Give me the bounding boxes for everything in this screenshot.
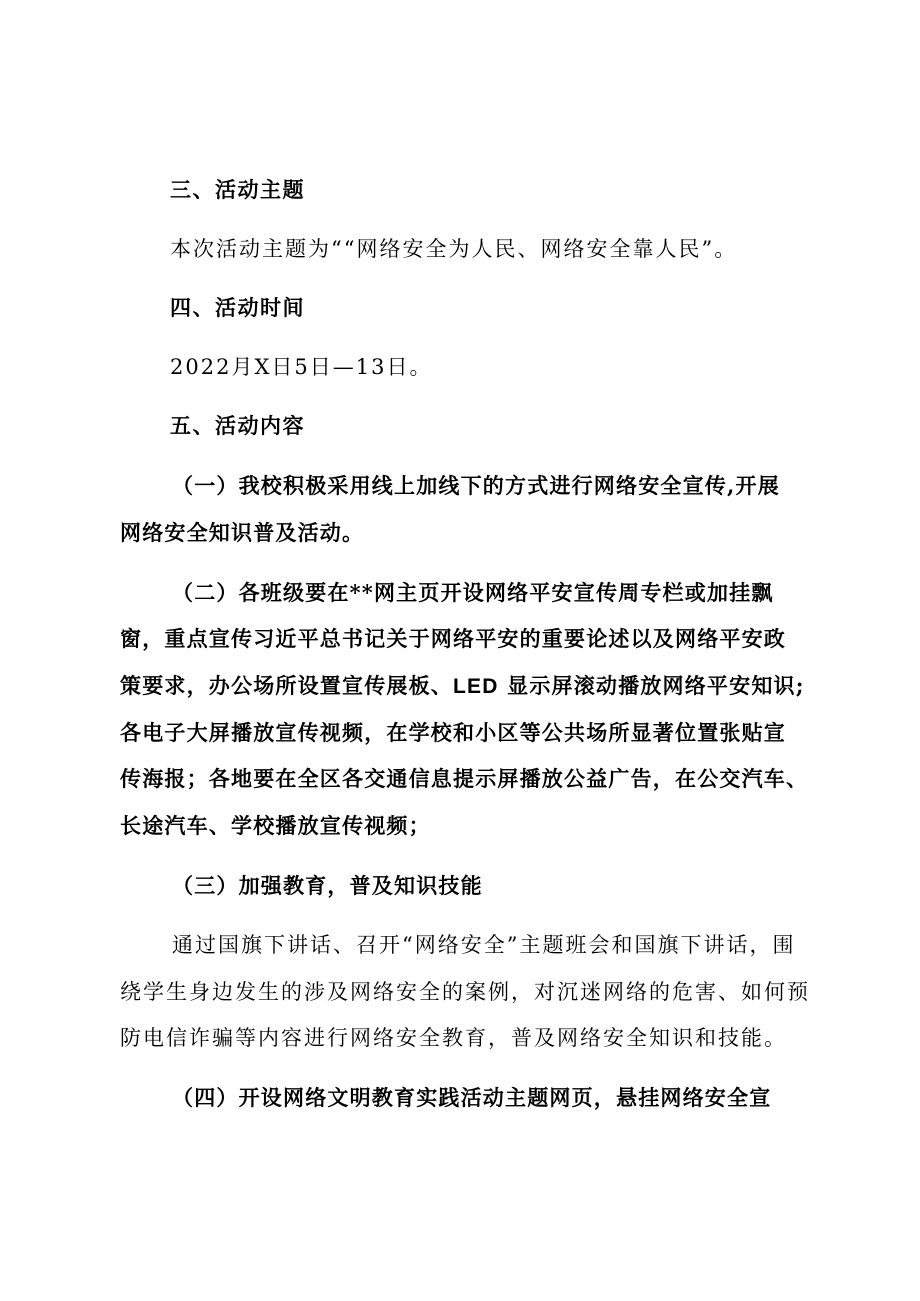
section-four-heading: 四、活动时间 <box>170 295 305 320</box>
item-three-line-1: 通过国旗下讲话、召开“网络安全”主题班会和国旗下讲话，围 <box>172 933 796 957</box>
section-five-heading: 五、活动内容 <box>170 413 305 438</box>
item-two-line-1: （二）各班级要在**网主页开设网络平安宣传周专栏或加挂飘 <box>172 580 774 605</box>
section-four-text: 2022月X日5日—13日。 <box>170 355 433 379</box>
item-three-line-2: 绕学生身边发生的涉及网络安全的案例，对沉迷网络的危害、如何预 <box>120 980 810 1004</box>
item-one-line-1: （一）我校积极采用线上加线下的方式进行网络安全宣传,开展 <box>172 473 780 498</box>
led-text: LED <box>453 675 499 698</box>
item-two-line-4: 各电子大屏播放宣传视频，在学校和小区等公共场所显著位置张贴宣 <box>120 720 786 745</box>
section-three-text: 本次活动主题为““网络安全为人民、网络安全靠人民”。 <box>170 237 738 261</box>
item-three-line-3: 防电信诈骗等内容进行网络安全教育，普及网络安全知识和技能。 <box>120 1026 787 1050</box>
item-two-line-5: 传海报；各地要在全区各交通信息提示屏播放公益广告，在公交汽车、 <box>120 766 809 791</box>
item-two-line-3-part-2: 显示屏滚动播放网络平安知识; <box>498 673 805 698</box>
item-four-line-1: （四）开设网络文明教育实践活动主题网页，悬挂网络安全宣 <box>172 1085 772 1110</box>
item-two-line-6: 长途汽车、学校播放宣传视频； <box>120 813 431 838</box>
item-one-line-2: 网络安全知识普及活动。 <box>120 520 365 545</box>
item-three-heading: （三）加强教育，普及知识技能 <box>172 873 483 898</box>
item-two-line-3 <box>120 672 805 701</box>
item-two-line-3-part-1: 策要求，办公场所设置宣传展板、 <box>120 673 453 698</box>
item-two-line-2: 窗，重点宣传习近平总书记关于网络平安的重要论述以及网络平安政 <box>120 626 786 651</box>
section-three-heading: 三、活动主题 <box>170 177 305 202</box>
